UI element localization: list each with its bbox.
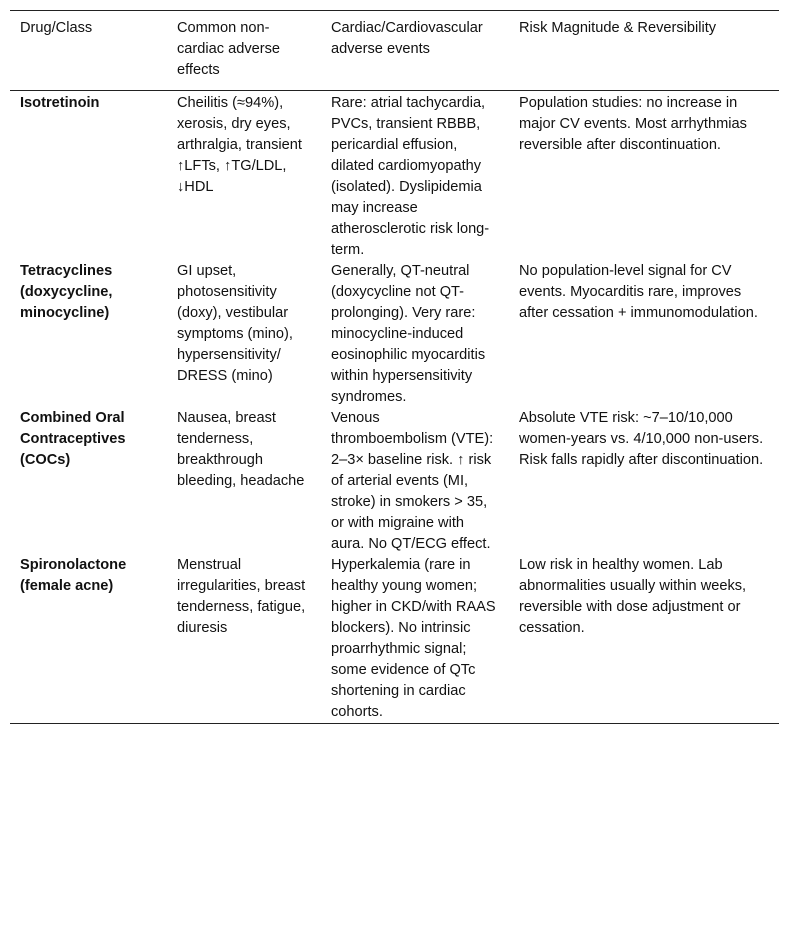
- table-row-tetracyclines: [10, 261, 779, 408]
- noncardiac-cell: Menstrual irregularities, breast tenderness, fatigue, diuresis: [177, 557, 306, 636]
- cardiac-cell: Rare: atrial tachycardia, PVCs, transient RBBB, pericardial effusion, dilated cardiomyopathy (isolated). Dyslipidemia may increase atherosclerotic risk long-term.: [331, 95, 490, 258]
- table-row-cocs: [10, 408, 779, 555]
- header-risk-magnitude: Risk Magnitude & Reversibility: [519, 20, 717, 36]
- cardiac-cell: Generally, QT-neutral (doxycycline not QT-prolonging). Very rare: minocycline-induced eosinophilic myocarditis within hypersensitivity syndromes.: [331, 263, 486, 405]
- header-cardiac-events: Cardiac/Cardiovascular adverse events: [331, 20, 483, 57]
- risk-cell: No population-level signal for CV events. Myocarditis rare, improves after cessation + immunomodulation.: [519, 263, 758, 321]
- table-header: [10, 11, 779, 91]
- cardiac-cell: Hyperkalemia (rare in healthy young women; higher in CKD/with RAAS blockers). No intrinsic proarrhythmic signal; some evidence of QTc shortening in cardiac cohorts.: [331, 557, 496, 720]
- table-body: [10, 91, 779, 724]
- risk-cell: Low risk in healthy women. Lab abnormalities usually within weeks, reversible with dose adjustment or cessation.: [519, 557, 747, 636]
- noncardiac-cell: GI upset, photosensitivity (doxy), vestibular symptoms (mino), hypersensitivity/ DRESS (mino): [177, 263, 293, 384]
- header-noncardiac-effects: Common non-cardiac adverse effects: [177, 20, 281, 78]
- drug-cell: Tetracyclines (doxycycline, minocycline): [20, 263, 113, 321]
- noncardiac-cell: Nausea, breast tenderness, breakthrough bleeding, headache: [177, 410, 305, 489]
- drug-cell: Combined Oral Contraceptives (COCs): [20, 410, 126, 468]
- adverse-events-table-container: [10, 10, 779, 724]
- risk-cell: Population studies: no increase in major CV events. Most arrhythmias reversible after discontinuation.: [519, 95, 747, 153]
- noncardiac-cell: Cheilitis (≈94%), xerosis, dry eyes, arthralgia, transient ↑LFTs, ↑TG/LDL, ↓HDL: [177, 95, 302, 195]
- cardiac-cell: Venous thromboembolism (VTE): 2–3× baseline risk. ↑ risk of arterial events (MI, stroke) in smokers > 35, or with migraine with aura. No QT/ECG effect.: [331, 410, 494, 552]
- table-row-spironolactone: [10, 555, 779, 724]
- table-row-isotretinoin: [10, 91, 779, 262]
- drug-cell: Isotretinoin: [20, 95, 100, 111]
- adverse-events-table: [10, 10, 779, 724]
- header-row: [10, 11, 779, 91]
- drug-cell: Spironolactone (female acne): [20, 557, 127, 594]
- header-drug-class: Drug/Class: [20, 20, 93, 36]
- risk-cell: Absolute VTE risk: ~7–10/10,000 women-years vs. 4/10,000 non-users. Risk falls rapidly after discontinuation.: [519, 410, 764, 468]
